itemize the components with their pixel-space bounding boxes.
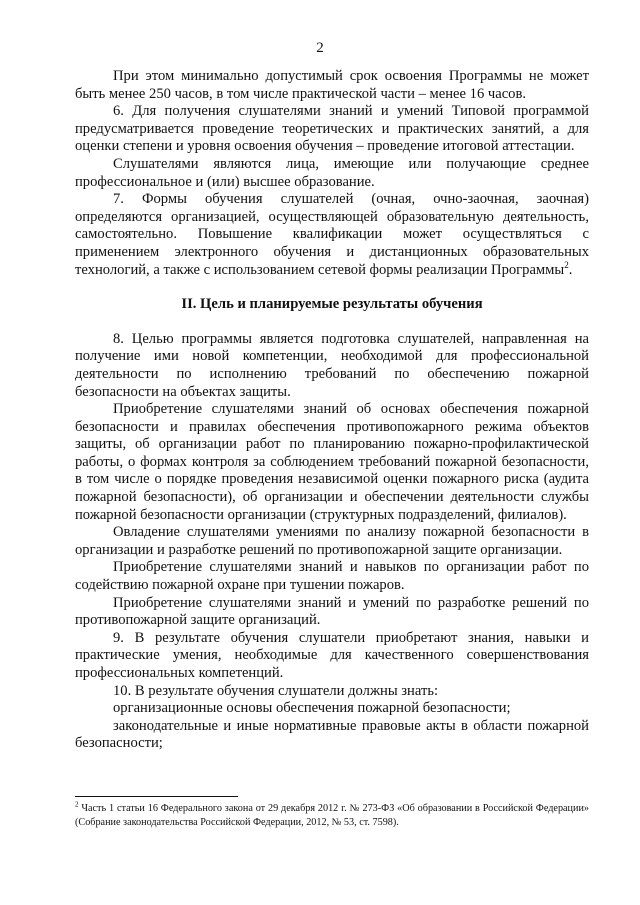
paragraph: Овладение слушателями умениями по анализу пожарной безопасности в организации и разработке решений по противопожарной защите организации.: [75, 524, 589, 558]
footnote-reference: 2: [564, 259, 569, 270]
paragraph: Приобретение слушателями знаний и умений по разработке решений по противопожарной защите организаций.: [75, 594, 589, 629]
footnote-text: Часть 1 статьи 16 Федерального закона от 29 декабря 2012 г. № 273-ФЗ «Об образовании в Российской Федерации» (Собрание законодательства Российской Федерации, 2012, № 53, ст. 7598).: [75, 803, 590, 828]
paragraph: Приобретение слушателями знаний и навыков по организации работ по содействию пожарной охране при тушении пожаров.: [75, 559, 589, 594]
paragraph: организационные основы обеспечения пожарной безопасности;: [113, 700, 511, 717]
paragraph: 9. В результате обучения слушатели приобретают знания, навыки и практические умения, необходимые для качественного совершенствования профессиональных компетенций.: [75, 629, 589, 681]
paragraph: 10. В результате обучения слушатели должны знать:: [113, 682, 439, 699]
paragraph: При этом минимально допустимый срок освоения Программы не может быть менее 250 часов, в том числе практической части – менее 16 часов.: [75, 68, 589, 102]
footnote-marker: 2: [75, 800, 79, 809]
paragraph-text: 7. Формы обучения слушателей (очная, очно-заочная, заочная) определяются организацией, осуществляющей образовательную деятельность, самостоятельно. Повышение квалификации может осуществляться с применением электронного обучения и дистанционных образовательных технологий, а также с использованием сетевой формы реализации Программы: [75, 191, 589, 278]
paragraph: 7. Формы обучения слушателей (очная, очно-заочная, заочная) определяются организацией, осуществляющей образовательную деятельность, самостоятельно. Повышение квалификации может осуществляться с применением электронного обучения и дистанционных образовательных технологий, а также с использованием сетевой формы реализации Программы$^2$.: [75, 191, 589, 278]
section-heading: II. Цель и планируемые результаты обучения: [181, 296, 483, 313]
paragraph: 6. Для получения слушателями знаний и умений Типовой программой предусматривается проведение теоретических и практических занятий, а для оценки степени и уровня освоения обучения – проведение итоговой аттестации.: [75, 103, 589, 155]
footnote-separator: [75, 796, 238, 797]
document-body: [75, 68, 589, 753]
page-number: 2: [316, 40, 324, 56]
paragraph: законодательные и иные нормативные правовые акты в области пожарной безопасности;: [75, 717, 589, 752]
paragraph: 8. Целью программы является подготовка слушателей, направленная на получение ими новой компетенции, необходимой для профессиональной деятельности по исполнению требований по обеспечению пожарной безопасности на объектах защиты.: [75, 330, 589, 400]
footnote: [75, 802, 589, 829]
paragraph: Слушателями являются лица, имеющие или получающие среднее профессиональное и (или) высшее образование.: [75, 155, 589, 190]
paragraph: Приобретение слушателями знаний об основах обеспечения пожарной безопасности и правилах обеспечения противопожарного режима объектов защиты, об организации работ по планированию пожарно-профилактической работы, о формах контроля за соблюдением требований пожарной безопасности, в том числе о порядке проведения независимой оценки пожарного риска (аудита пожарной безопасности), об организации и обеспечении деятельности службы пожарной безопасности организации (структурных подразделений, филиалов).: [75, 401, 589, 523]
